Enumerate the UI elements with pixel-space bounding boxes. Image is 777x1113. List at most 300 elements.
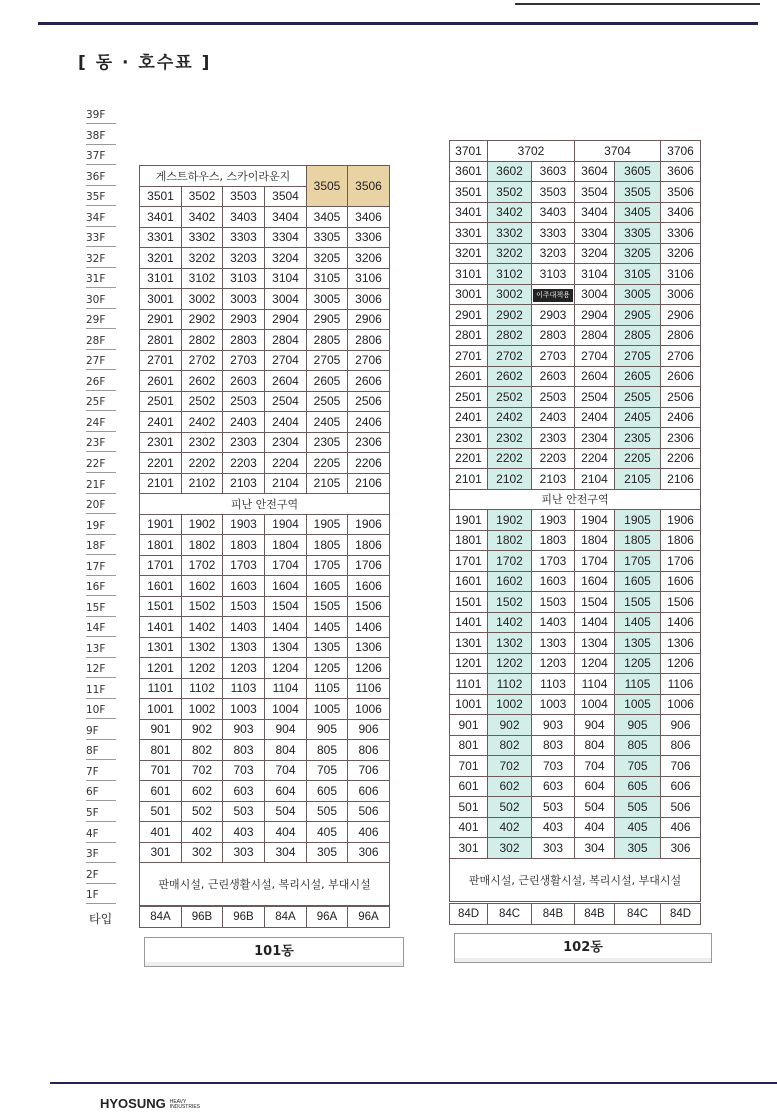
unit-cell: 3006: [348, 289, 390, 310]
unit-cell: 1306: [661, 633, 701, 654]
unit-cell: 1603: [532, 571, 575, 592]
type-cell: 84A: [140, 907, 182, 928]
unit-cell: 1402: [182, 617, 223, 638]
unit-cell: 402: [488, 817, 532, 838]
floor-label: 11F: [86, 678, 116, 699]
unit-cell: 401: [140, 822, 182, 843]
unit-cell: 1203: [532, 653, 575, 674]
unit-cell: 3401: [450, 202, 488, 223]
floor-label: 19F: [86, 514, 116, 535]
unit-cell: 1803: [223, 535, 265, 556]
floor-label: 17F: [86, 555, 116, 576]
floor-label: 2F: [86, 863, 116, 884]
unit-cell: 406: [661, 817, 701, 838]
unit-cell: 2506: [661, 387, 701, 408]
type-cell: 96A: [348, 907, 390, 928]
unit-cell: 2901: [450, 305, 488, 326]
unit-cell: 3203: [532, 243, 575, 264]
unit-cell: 1106: [661, 674, 701, 695]
unit-cell: 602: [488, 776, 532, 797]
unit-cell: 3604: [575, 161, 615, 182]
unit-cell: 2304: [575, 428, 615, 449]
unit-cell: 3303: [223, 227, 265, 248]
unit-cell: 304: [575, 838, 615, 859]
floor-label: 16F: [86, 575, 116, 596]
unit-cell: 1602: [488, 571, 532, 592]
unit-cell: 2905: [615, 305, 661, 326]
unit-cell: 3505: [615, 182, 661, 203]
unit-cell: 2405: [307, 412, 348, 433]
unit-cell: 1502: [488, 592, 532, 613]
unit-cell: 1704: [575, 551, 615, 572]
unit-cell: 1104: [265, 678, 307, 699]
unit-cell: 306: [348, 842, 390, 863]
unit-cell: 3001: [140, 289, 182, 310]
unit-cell: 2906: [348, 309, 390, 330]
refuge-area-cell: 피난 안전구역: [140, 494, 390, 515]
unit-cell: 3106: [661, 264, 701, 285]
unit-cell: 2601: [450, 366, 488, 387]
unit-cell: 1701: [140, 555, 182, 576]
unit-cell: 3305: [615, 223, 661, 244]
unit-cell: 2703: [223, 350, 265, 371]
unit-cell: 1906: [661, 510, 701, 531]
unit-cell: 903: [532, 715, 575, 736]
unit-cell: 302: [182, 842, 223, 863]
unit-cell: 401: [450, 817, 488, 838]
unit-cell: 3201: [450, 243, 488, 264]
unit-cell: 2301: [450, 428, 488, 449]
floor-label: 1F: [86, 883, 116, 904]
unit-cell: 1201: [450, 653, 488, 674]
unit-cell: 905: [307, 719, 348, 740]
unit-cell: 403: [532, 817, 575, 838]
unit-cell: 403: [223, 822, 265, 843]
floor-label: 30F: [86, 288, 116, 309]
unit-cell: 2706: [348, 350, 390, 371]
unit-cell: 1205: [307, 658, 348, 679]
unit-cell: 2705: [615, 346, 661, 367]
unit-cell: 2304: [265, 432, 307, 453]
page-title: [ 동 · 호수표 ]: [78, 53, 212, 73]
unit-cell: 2804: [265, 330, 307, 351]
floor-label: 24F: [86, 411, 116, 432]
unit-cell: 2501: [140, 391, 182, 412]
unit-cell: 1102: [488, 674, 532, 695]
floor-label: 18F: [86, 534, 116, 555]
unit-cell: 2106: [348, 473, 390, 494]
unit-cell: 1405: [615, 612, 661, 633]
unit-cell: 1002: [488, 694, 532, 715]
unit-cell: 1802: [488, 530, 532, 551]
floor-label: 3F: [86, 842, 116, 863]
unit-cell: 1604: [575, 571, 615, 592]
unit-cell: 3106: [348, 268, 390, 289]
floor-label: 13F: [86, 637, 116, 658]
hyosung-logo: HYOSUNG HEAVY INDUSTRIES: [100, 1096, 201, 1111]
unit-cell: 2706: [661, 346, 701, 367]
unit-cell: 2203: [223, 453, 265, 474]
unit-cell: 1606: [348, 576, 390, 597]
unit-cell: 3503: [223, 186, 265, 207]
unit-cell: 605: [307, 781, 348, 802]
unit-cell: 2601: [140, 371, 182, 392]
unit-cell: 3305: [307, 227, 348, 248]
type-cell: 84C: [615, 904, 661, 925]
unit-cell: 1006: [661, 694, 701, 715]
unit-cell: 3702: [488, 141, 575, 162]
unit-cell: 904: [265, 719, 307, 740]
unit-cell: 2404: [265, 412, 307, 433]
unit-cell: 3501: [140, 186, 182, 207]
unit-cell: 2702: [182, 350, 223, 371]
unit-cell: 2506: [348, 391, 390, 412]
unit-cell: 303: [223, 842, 265, 863]
unit-cell: 3405: [307, 207, 348, 228]
unit-cell: 2206: [348, 453, 390, 474]
unit-cell: 901: [140, 719, 182, 740]
unit-cell: 2603: [532, 366, 575, 387]
unit-cell: 3201: [140, 248, 182, 269]
unit-cell: 703: [223, 760, 265, 781]
unit-cell: 1305: [615, 633, 661, 654]
unit-cell: 2403: [223, 412, 265, 433]
unit-cell: 2904: [265, 309, 307, 330]
floor-label: 7F: [86, 760, 116, 781]
unit-cell: 605: [615, 776, 661, 797]
unit-cell: 2202: [488, 448, 532, 469]
unit-cell: 3304: [265, 227, 307, 248]
unit-cell: 1801: [140, 535, 182, 556]
unit-cell: 2705: [307, 350, 348, 371]
unit-cell: 1501: [140, 596, 182, 617]
unit-cell: 2504: [575, 387, 615, 408]
unit-cell: 1502: [182, 596, 223, 617]
floor-label: 33F: [86, 226, 116, 247]
unit-cell: 2801: [140, 330, 182, 351]
building-101-types: [139, 906, 390, 928]
unit-cell: 1201: [140, 658, 182, 679]
unit-cell: 3102: [182, 268, 223, 289]
type-cell: 96B: [223, 907, 265, 928]
unit-cell: 3103: [532, 264, 575, 285]
unit-cell: 506: [348, 801, 390, 822]
unit-cell: 402: [182, 822, 223, 843]
unit-cell: 2704: [575, 346, 615, 367]
unit-cell: 603: [532, 776, 575, 797]
unit-cell: 1905: [615, 510, 661, 531]
unit-cell: 2305: [615, 428, 661, 449]
unit-cell: 501: [140, 801, 182, 822]
unit-cell: 2606: [661, 366, 701, 387]
unit-cell: 3704: [575, 141, 661, 162]
unit-cell: 3003: [223, 289, 265, 310]
unit-cell: 1501: [450, 592, 488, 613]
unit-cell: 1401: [140, 617, 182, 638]
unit-cell: 406: [348, 822, 390, 843]
unit-cell: 3402: [182, 207, 223, 228]
unit-cell: 2805: [307, 330, 348, 351]
unit-cell: 1304: [265, 637, 307, 658]
unit-cell: 3501: [450, 182, 488, 203]
unit-cell: 2106: [661, 469, 701, 490]
unit-cell: 606: [348, 781, 390, 802]
unit-cell: 802: [488, 735, 532, 756]
unit-cell: 1005: [615, 694, 661, 715]
unit-cell: 1505: [307, 596, 348, 617]
unit-cell: 2503: [223, 391, 265, 412]
unit-cell: 3306: [661, 223, 701, 244]
unit-cell: 702: [182, 760, 223, 781]
unit-cell: 3301: [450, 223, 488, 244]
unit-cell: 2602: [488, 366, 532, 387]
unit-cell: 1103: [532, 674, 575, 695]
building-102-label: 102동: [454, 933, 712, 963]
unit-cell: 3101: [140, 268, 182, 289]
unit-cell: 1002: [182, 699, 223, 720]
floor-label: 10F: [86, 698, 116, 719]
unit-cell: 2102: [182, 473, 223, 494]
unit-cell: 705: [615, 756, 661, 777]
unit-cell: 701: [450, 756, 488, 777]
unit-cell: 3602: [488, 161, 532, 182]
unit-cell: 2806: [661, 325, 701, 346]
unit-cell: 2803: [532, 325, 575, 346]
unit-cell: 3406: [348, 207, 390, 228]
unit-cell: 1902: [488, 510, 532, 531]
unit-cell: 1004: [575, 694, 615, 715]
unit-cell: 1204: [265, 658, 307, 679]
unit-cell: 1003: [223, 699, 265, 720]
floor-label: 22F: [86, 452, 116, 473]
unit-cell: 2205: [307, 453, 348, 474]
unit-cell: 603: [223, 781, 265, 802]
unit-cell: 1503: [532, 592, 575, 613]
floor-label: 25F: [86, 390, 116, 411]
floor-label: 12F: [86, 657, 116, 678]
unit-cell: 2605: [307, 371, 348, 392]
unit-cell: 3301: [140, 227, 182, 248]
unit-cell: 1706: [348, 555, 390, 576]
unit-cell: 1703: [223, 555, 265, 576]
unit-cell: 1102: [182, 678, 223, 699]
unit-cell: 802: [182, 740, 223, 761]
type-cell: 96A: [307, 907, 348, 928]
unit-cell: 1605: [307, 576, 348, 597]
type-label: 타입: [89, 912, 113, 926]
unit-cell: 3606: [661, 161, 701, 182]
unit-cell: 2103: [532, 469, 575, 490]
unit-cell: 2403: [532, 407, 575, 428]
unit-cell: 801: [450, 735, 488, 756]
unit-cell: 3001: [450, 284, 488, 305]
floor-label: 5F: [86, 801, 116, 822]
unit-cell: 1302: [488, 633, 532, 654]
unit-cell: 1106: [348, 678, 390, 699]
floor-label: 15F: [86, 596, 116, 617]
unit-cell: 1806: [348, 535, 390, 556]
unit-cell: 3204: [575, 243, 615, 264]
type-cell: 84D: [450, 904, 488, 925]
unit-cell: 1304: [575, 633, 615, 654]
unit-cell: 2902: [488, 305, 532, 326]
unit-cell: 2703: [532, 346, 575, 367]
floor-label: 35F: [86, 185, 116, 206]
unit-cell: 3601: [450, 161, 488, 182]
unit-cell: 3303: [532, 223, 575, 244]
unit-cell: 3402: [488, 202, 532, 223]
unit-cell: 1203: [223, 658, 265, 679]
unit-cell: 1504: [265, 596, 307, 617]
unit-cell: 504: [575, 797, 615, 818]
unit-cell: 3205: [615, 243, 661, 264]
unit-cell: 2502: [182, 391, 223, 412]
unit-cell: 2103: [223, 473, 265, 494]
unit-cell: [532, 284, 575, 305]
unit-cell: 1704: [265, 555, 307, 576]
unit-cell: 2602: [182, 371, 223, 392]
unit-cell: 3701: [450, 141, 488, 162]
unit-cell: 3404: [265, 207, 307, 228]
unit-cell: 2402: [182, 412, 223, 433]
unit-cell: 1903: [532, 510, 575, 531]
unit-cell: 1904: [575, 510, 615, 531]
unit-cell: 604: [265, 781, 307, 802]
unit-cell: 1204: [575, 653, 615, 674]
unit-cell: 1205: [615, 653, 661, 674]
unit-cell: 1902: [182, 514, 223, 535]
unit-cell: 3506: [661, 182, 701, 203]
unit-cell: 3004: [575, 284, 615, 305]
unit-cell: 1401: [450, 612, 488, 633]
unit-cell: 906: [348, 719, 390, 740]
unit-cell: 1601: [450, 571, 488, 592]
unit-cell: 803: [532, 735, 575, 756]
unit-cell: 1801: [450, 530, 488, 551]
unit-cell: 1402: [488, 612, 532, 633]
unit-cell: 906: [661, 715, 701, 736]
unit-cell: 1202: [488, 653, 532, 674]
unit-cell: 2406: [661, 407, 701, 428]
unit-cell: 3502: [488, 182, 532, 203]
unit-cell: 601: [450, 776, 488, 797]
unit-cell: 1605: [615, 571, 661, 592]
unit-cell: 2204: [265, 453, 307, 474]
unit-cell: 2303: [223, 432, 265, 453]
unit-cell: 2701: [450, 346, 488, 367]
unit-cell: 303: [532, 838, 575, 859]
unit-cell: 2401: [450, 407, 488, 428]
type-cell: 84C: [488, 904, 532, 925]
unit-cell: 3405: [615, 202, 661, 223]
unit-cell: 2604: [265, 371, 307, 392]
unit-cell: 3005: [307, 289, 348, 310]
type-cell: 84D: [661, 904, 701, 925]
floor-label: 4F: [86, 822, 116, 843]
unit-cell: 2203: [532, 448, 575, 469]
unit-cell: 2201: [140, 453, 182, 474]
unit-cell: 2502: [488, 387, 532, 408]
unit-cell: 3605: [615, 161, 661, 182]
unit-cell: 602: [182, 781, 223, 802]
unit-cell: 804: [265, 740, 307, 761]
floor-label: 29F: [86, 308, 116, 329]
unit-cell: 803: [223, 740, 265, 761]
unit-cell: 606: [661, 776, 701, 797]
top-right-rule: [515, 3, 760, 5]
unit-cell: 2905: [307, 309, 348, 330]
building-101-label: 101동: [144, 937, 404, 967]
building-101-table: [139, 165, 390, 906]
unit-cell: 1006: [348, 699, 390, 720]
unit-cell: 503: [223, 801, 265, 822]
unit-cell: 2301: [140, 432, 182, 453]
unit-cell: 405: [307, 822, 348, 843]
type-cell: 84B: [575, 904, 615, 925]
unit-cell: 3204: [265, 248, 307, 269]
unit-cell: 1101: [140, 678, 182, 699]
unit-cell: 1901: [140, 514, 182, 535]
unit-cell: 2303: [532, 428, 575, 449]
floor-label: 14F: [86, 616, 116, 637]
floor-label: 32F: [86, 247, 116, 268]
unit-cell: 1406: [348, 617, 390, 638]
unit-cell: 1403: [532, 612, 575, 633]
unit-cell: 505: [615, 797, 661, 818]
unit-cell: 1005: [307, 699, 348, 720]
unit-cell: 1906: [348, 514, 390, 535]
unit-cell: 3206: [661, 243, 701, 264]
unit-cell: 2605: [615, 366, 661, 387]
unit-cell: 904: [575, 715, 615, 736]
unit-cell: 305: [615, 838, 661, 859]
unit-cell: 1504: [575, 592, 615, 613]
unit-cell: 3706: [661, 141, 701, 162]
unit-cell: 1301: [450, 633, 488, 654]
floor-label: 9F: [86, 719, 116, 740]
unit-cell: 1904: [265, 514, 307, 535]
unit-cell: 702: [488, 756, 532, 777]
floor-label: 6F: [86, 780, 116, 801]
unit-cell: 3004: [265, 289, 307, 310]
floor-label: 36F: [86, 165, 116, 186]
unit-cell: 2906: [661, 305, 701, 326]
unit-cell: 1805: [615, 530, 661, 551]
unit-cell: 2603: [223, 371, 265, 392]
unit-cell: 2302: [182, 432, 223, 453]
guest-lounge-cell: 게스트하우스, 스카이라운지: [140, 166, 307, 187]
unit-cell: 2802: [488, 325, 532, 346]
unit-cell: 502: [488, 797, 532, 818]
unit-cell: 3302: [182, 227, 223, 248]
unit-cell: 3002: [488, 284, 532, 305]
unit-cell: 1001: [450, 694, 488, 715]
unit-cell: 1303: [532, 633, 575, 654]
unit-cell: 3406: [661, 202, 701, 223]
unit-cell: 3101: [450, 264, 488, 285]
unit-cell: 3505: [307, 166, 348, 207]
unit-cell: 2801: [450, 325, 488, 346]
unit-cell: 2903: [532, 305, 575, 326]
unit-cell: 1702: [182, 555, 223, 576]
unit-cell: 2604: [575, 366, 615, 387]
unit-cell: 701: [140, 760, 182, 781]
unit-cell: 2302: [488, 428, 532, 449]
unit-cell: 1303: [223, 637, 265, 658]
unit-cell: 504: [265, 801, 307, 822]
unit-cell: 2804: [575, 325, 615, 346]
unit-cell: 1603: [223, 576, 265, 597]
